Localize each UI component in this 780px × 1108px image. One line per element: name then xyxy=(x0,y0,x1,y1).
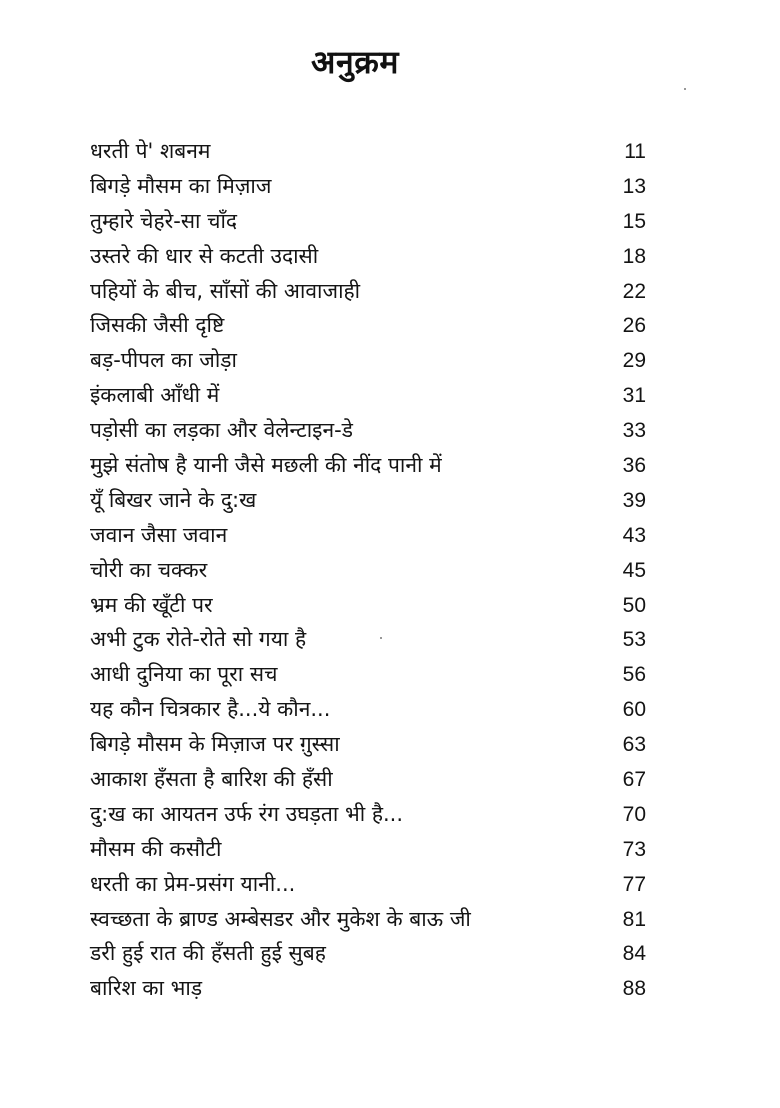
toc-entry-page-number: 13 xyxy=(622,174,646,198)
page-title: अनुक्रम xyxy=(311,43,399,81)
toc-entry-page-number: 26 xyxy=(622,314,646,338)
toc-entry xyxy=(90,657,646,692)
toc-entry-title: अभी टुक रोते-रोते सो गया है xyxy=(90,627,307,652)
toc-entry-title: पड़ोसी का लड़का और वेलेन्टाइन-डे xyxy=(90,418,353,443)
toc-entry-title: उस्तरे की धार से कटती उदासी xyxy=(90,243,319,268)
toc-entry-page-number: 84 xyxy=(622,942,646,966)
toc-entry-page-number: 39 xyxy=(622,488,646,512)
toc-entry xyxy=(90,204,646,239)
toc-entry xyxy=(90,902,646,937)
toc-entry-title: मौसम की कसौटी xyxy=(90,836,222,861)
toc-entry xyxy=(90,692,646,727)
toc-entry-page-number: 18 xyxy=(622,244,646,268)
toc-entry-page-number: 73 xyxy=(622,837,646,861)
toc-entry xyxy=(90,553,646,588)
toc-entry-title: बड़-पीपल का जोड़ा xyxy=(90,348,237,373)
toc-entry-page-number: 67 xyxy=(622,767,646,791)
toc-entry-title: धरती पे' शबनम xyxy=(90,138,211,163)
toc-entry-title: तुम्हारे चेहरे-सा चाँद xyxy=(90,208,238,233)
toc-entry xyxy=(90,343,646,378)
toc-entry-page-number: 88 xyxy=(622,977,646,1001)
table-of-contents xyxy=(90,134,646,1006)
toc-entry xyxy=(90,239,646,274)
toc-entry xyxy=(90,588,646,623)
paper-speck xyxy=(684,88,686,90)
toc-entry xyxy=(90,622,646,657)
toc-entry xyxy=(90,832,646,867)
toc-entry-page-number: 81 xyxy=(622,907,646,931)
toc-entry-title: पहियों के बीच, साँसों की आवाजाही xyxy=(90,278,361,303)
toc-entry-page-number: 53 xyxy=(622,628,646,652)
toc-entry xyxy=(90,797,646,832)
toc-entry xyxy=(90,518,646,553)
toc-entry-title: यह कौन चित्रकार है...ये कौन... xyxy=(90,697,331,722)
toc-entry xyxy=(90,274,646,309)
toc-entry-title: स्वच्छता के ब्राण्ड अम्बेसडर और मुकेश के बाऊ जी xyxy=(90,906,471,931)
toc-entry-title: जिसकी जैसी दृष्टि xyxy=(90,313,225,338)
toc-entry-title: बिगड़े मौसम का मिज़ाज xyxy=(90,173,272,198)
toc-entry-page-number: 29 xyxy=(622,349,646,373)
toc-entry-title: इंकलाबी आँधी में xyxy=(90,383,220,408)
toc-entry xyxy=(90,971,646,1006)
toc-entry-page-number: 11 xyxy=(624,139,646,163)
toc-entry-title: धरती का प्रेम-प्रसंग यानी... xyxy=(90,871,296,896)
toc-entry-title: चोरी का चक्कर xyxy=(90,557,208,582)
toc-entry xyxy=(90,134,646,169)
toc-entry-page-number: 70 xyxy=(622,802,646,826)
toc-entry xyxy=(90,727,646,762)
toc-entry-page-number: 63 xyxy=(622,733,646,757)
toc-entry-page-number: 45 xyxy=(622,558,646,582)
toc-entry xyxy=(90,448,646,483)
toc-entry xyxy=(90,308,646,343)
toc-entry xyxy=(90,413,646,448)
toc-entry-title: दु:ख का आयतन उर्फ रंग उघड़ता भी है... xyxy=(90,801,404,826)
toc-entry-title: यूँ बिखर जाने के दु:ख xyxy=(90,487,257,512)
toc-entry-page-number: 56 xyxy=(622,663,646,687)
toc-entry-title: डरी हुई रात की हँसती हुई सुबह xyxy=(90,941,326,966)
toc-entry xyxy=(90,169,646,204)
toc-entry-title: जवान जैसा जवान xyxy=(90,522,228,547)
toc-entry-title: बारिश का भाड़ xyxy=(90,976,203,1001)
toc-entry-page-number: 60 xyxy=(622,698,646,722)
toc-entry xyxy=(90,867,646,902)
toc-entry-title: भ्रम की खूँटी पर xyxy=(90,592,213,617)
toc-entry-page-number: 15 xyxy=(622,209,646,233)
toc-entry-page-number: 33 xyxy=(622,419,646,443)
toc-entry-title: बिगड़े मौसम के मिज़ाज पर ग़ुस्सा xyxy=(90,732,340,757)
toc-entry-title: आधी दुनिया का पूरा सच xyxy=(90,662,278,687)
toc-entry-title: आकाश हँसता है बारिश की हँसी xyxy=(90,766,333,791)
toc-entry-page-number: 36 xyxy=(622,453,646,477)
toc-entry xyxy=(90,378,646,413)
toc-entry xyxy=(90,483,646,518)
toc-entry-page-number: 50 xyxy=(622,593,646,617)
toc-entry-page-number: 77 xyxy=(622,872,646,896)
toc-entry xyxy=(90,762,646,797)
toc-entry-page-number: 43 xyxy=(622,523,646,547)
toc-entry-page-number: 22 xyxy=(622,279,646,303)
toc-entry-title: मुझे संतोष है यानी जैसे मछली की नींद पानी में xyxy=(90,452,442,477)
toc-entry-page-number: 31 xyxy=(622,384,646,408)
paper-speck xyxy=(380,637,382,639)
toc-entry xyxy=(90,936,646,971)
